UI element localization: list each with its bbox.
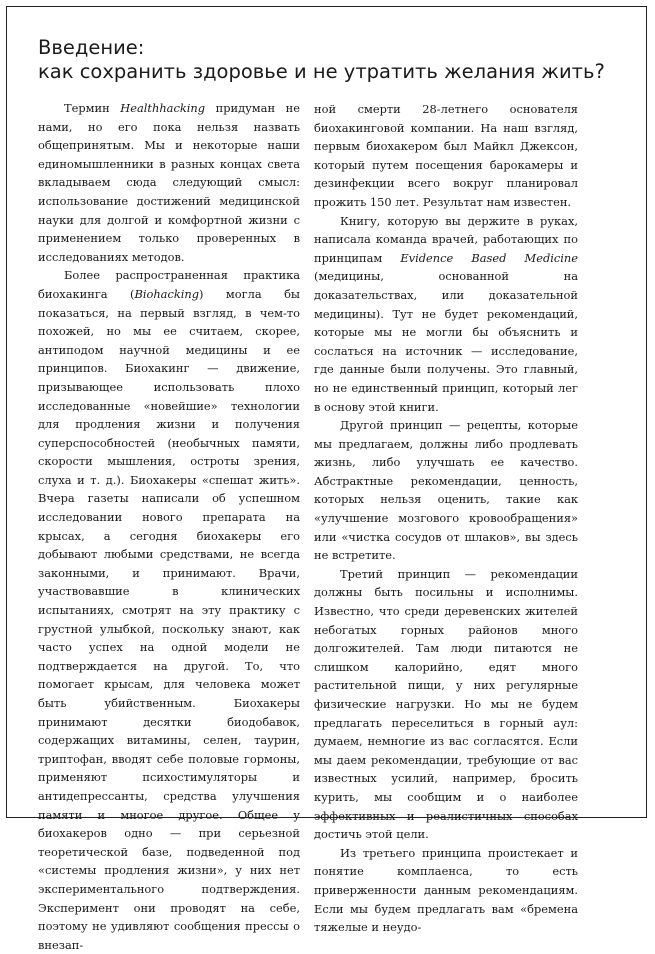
paragraph: [38, 99, 300, 266]
paragraph-italic-term: Evidence Based Medicine: [400, 250, 578, 265]
paragraph-text: Другой принцип — рецепты, которые мы предлагаем, должны либо продлевать жизнь, либо улучшать ее качество. Абстрактные рекомендации, ценность, которых нельзя оценить, такие как «улучшение мозгового кровообращения» или «чистка сосудов от шлаков», вы здесь не встретите.: [314, 418, 578, 563]
paragraph-text: Третий принцип — рекомендации должны быть посильны и исполнимы. Известно, что среди деревенских жителей небогатых горных районов много долгожителей. Там люди питаются не слишком калорийно, едят много растительной пищи, у них регулярные физические нагрузки. Но мы не будем предлагать переселиться в горный аул: думаем, немногие из вас согласятся. Если мы даем рекомендации, требующие от вас известных усилий, например, бросить курить, мы сообщим и о наиболее эффективных и реалистичных способах достичь этой цели.: [314, 566, 578, 842]
paragraph-text: Термин: [64, 101, 121, 115]
paragraph: [38, 266, 300, 954]
paragraph-text: ) могла бы показаться, на первый взгляд, в чем-то похожей, но мы ее считаем, скорее, антиподом научной медицины и ее принципов. Биохакинг — движение, призывающее использовать плохо исследованные «новейшие» технологии для продления жизни и получения суперспособностей (необычных памяти, скорости мышления, остроты зрения, слуха и т. д.). Биохакеры «спешат жить». Вчера газеты написали об успешном исследовании нового препарата на крысах, а сегодня биохакеры его добывают любыми средствами, не всегда законными, и принимают. Врачи, участвовавшие в клинических испытаниях, смотрят на эту практику с грустной улыбкой, поскольку знают, как часто успех на одной модели не подтверждается на другой. То, что помогает крысам, для человека может быть убийственным. Биохакеры принимают десятки биодобавок, содержащих витамины, селен, таурин, триптофан, вводят себе половые гормоны, применяют психостимуляторы и антидепрессанты, средства улучшения памяти и многое другое. Общее у биохакеров одно — при серьезной теоретической базе, подведенной под «системы продления жизни», у них нет экспериментального подтверждения. Эксперимент они проводят на себе, поэтому не удивляют сообщения прессы о внезап-: [38, 286, 300, 952]
paragraph-text: придуман не нами, но его пока нельзя назвать общепринятым. Мы и некоторые наши единомышленники в разных концах света вкладываем сюда следующий смысл: использование достижений медицинской науки для долгой и комфортной жизни с применением только проверенных в исследованиях методов.: [38, 101, 300, 264]
right-text-column: [314, 100, 578, 937]
paragraph-text: Из третьего принципа проистекает и понятие комплаенса, то есть приверженности данным рекомендациям. Если мы будем предлагать вам «бремена тяжелые и неудо-: [314, 845, 578, 935]
paragraph-text: ной смерти 28-летнего основателя биохакинговой компании. На наш взгляд, первым биохакером был Майкл Джексон, который путем посещения барокамеры и дезинфекции всего вокруг планировал прожить 150 лет. Результат нам известен.: [314, 102, 578, 209]
paragraph: [314, 212, 578, 417]
chapter-heading: [38, 36, 628, 84]
paragraph-text: Более распространенная практика биохакинга (: [38, 268, 300, 301]
chapter-heading-line-2: как сохранить здоровье и не утратить желания жить?: [38, 60, 605, 83]
paragraph: [314, 416, 578, 565]
paragraph-text: (медицины, основанной на доказательствах, или доказательной медицины). Тут не будет рекомендаций, которые мы не могли бы объяснить и сослаться на источник — исследование, где данные были получены. Это главный, но не единственный принцип, который лег в основу этой книги.: [314, 269, 578, 414]
paragraph: [314, 100, 578, 212]
paragraph: [314, 844, 578, 937]
paragraph: [314, 565, 578, 844]
paragraph-italic-term: Healthhacking: [120, 101, 205, 115]
paragraph-italic-term: Biohacking: [134, 286, 200, 301]
chapter-heading-line-1: Введение:: [38, 36, 145, 59]
paragraph-text: Книгу, которую вы держите в руках, написала команда врачей, работающих по принципам: [314, 213, 578, 265]
